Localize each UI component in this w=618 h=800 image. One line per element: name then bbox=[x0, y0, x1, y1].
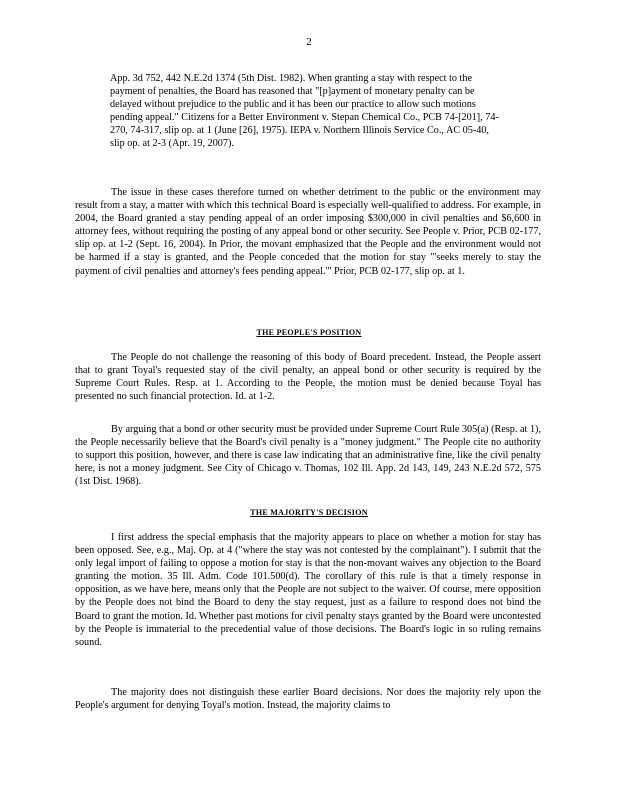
paragraph-4: I first address the special emphasis that the majority appears to place on whether a motion for stay has been opposed. See, e.g., Maj. Op. at 4 ("where the stay was not contested by the complainant"). I submit that the only legal import of failing to oppose a motion for stay is that the non-movant waives any objection to the Board granting the motion. 35 Ill. Adm. Code 101.500(d). The corollary of this rule is that a timely response in opposition, as we have here, means only that the People are not subject to the waiver. Of course, mere opposition by the People does not bind the Board to deny the stay request, just as a failure to respond does not bind the Board to grant the motion. Id. Whether past motions for civil penalty stays granted by the Board were uncontested by the People is immaterial to the precedential value of those decisions. The Board's logic in so ruling remains sound. bbox=[75, 532, 541, 648]
block-quote: App. 3d 752, 442 N.E.2d 1374 (5th Dist. 1982). When granting a stay with respect to the payment of penalties, the Board has reasoned that "[p]ayment of monetary penalty can be delayed without prejudice to the public and it has been our practice to allow such motions pending appeal." Citizens for a Better Environment v. Stepan Chemical Co., PCB 74-[201], 74-270, 74-317, slip op. at 1 (June [26], 1975). IEPA v. Northern Illinois Service Co., AC 05-40, slip op. at 2-3 (Apr. 19, 2007). bbox=[110, 73, 499, 150]
section-heading-majority-decision: THE MAJORITY'S DECISION bbox=[250, 508, 368, 517]
paragraph-5: The majority does not distinguish these earlier Board decisions. Nor does the majority rely upon the People's argument for denying Toyal's motion. Instead, the majority claims to bbox=[75, 687, 541, 712]
section-heading-peoples-position: THE PEOPLE'S POSITION bbox=[256, 328, 362, 337]
paragraph-3: By arguing that a bond or other security must be provided under Supreme Court Rule 305(a) (Resp. at 1), the People necessarily believe that the Board's civil penalty is a "money judgment." The People cite no authority to support this position, however, and there is case law indicating that an administrative fine, like the civil penalty here, is not a money judgment. See City of Chicago v. Thomas, 102 Ill. App. 2d 143, 149, 243 N.E.2d 572, 575 (1st Dist. 1968). bbox=[75, 424, 541, 488]
paragraph-1: The issue in these cases therefore turned on whether detriment to the public or the environment may result from a stay, a matter with which this technical Board is especially well-qualified to address. For example, in 2004, the Board granted a stay pending appeal of an order imposing $300,000 in civil penalties and $6,600 in attorney fees, without requiring the posting of any appeal bond or other security. See People v. Prior, PCB 02-177, slip op. at 1-2 (Sept. 16, 2004). In Prior, the movant emphasized that the People and the environment would not be harmed if a stay is granted, and the People conceded that the motion for stay "'seeks merely to stay the payment of civil penalties and attorney's fees pending appeal.'" Prior, PCB 02-177, slip op. at 1. bbox=[75, 187, 541, 277]
paragraph-2: The People do not challenge the reasoning of this body of Board precedent. Instead, the People assert that to grant Toyal's requested stay of the civil penalty, an appeal bond or other security is required by the Supreme Court Rules. Resp. at 1. According to the People, the motion must be denied because Toyal has presented no such financial protection. Id. at 1-2. bbox=[75, 352, 541, 403]
page-number: 2 bbox=[306, 36, 312, 48]
